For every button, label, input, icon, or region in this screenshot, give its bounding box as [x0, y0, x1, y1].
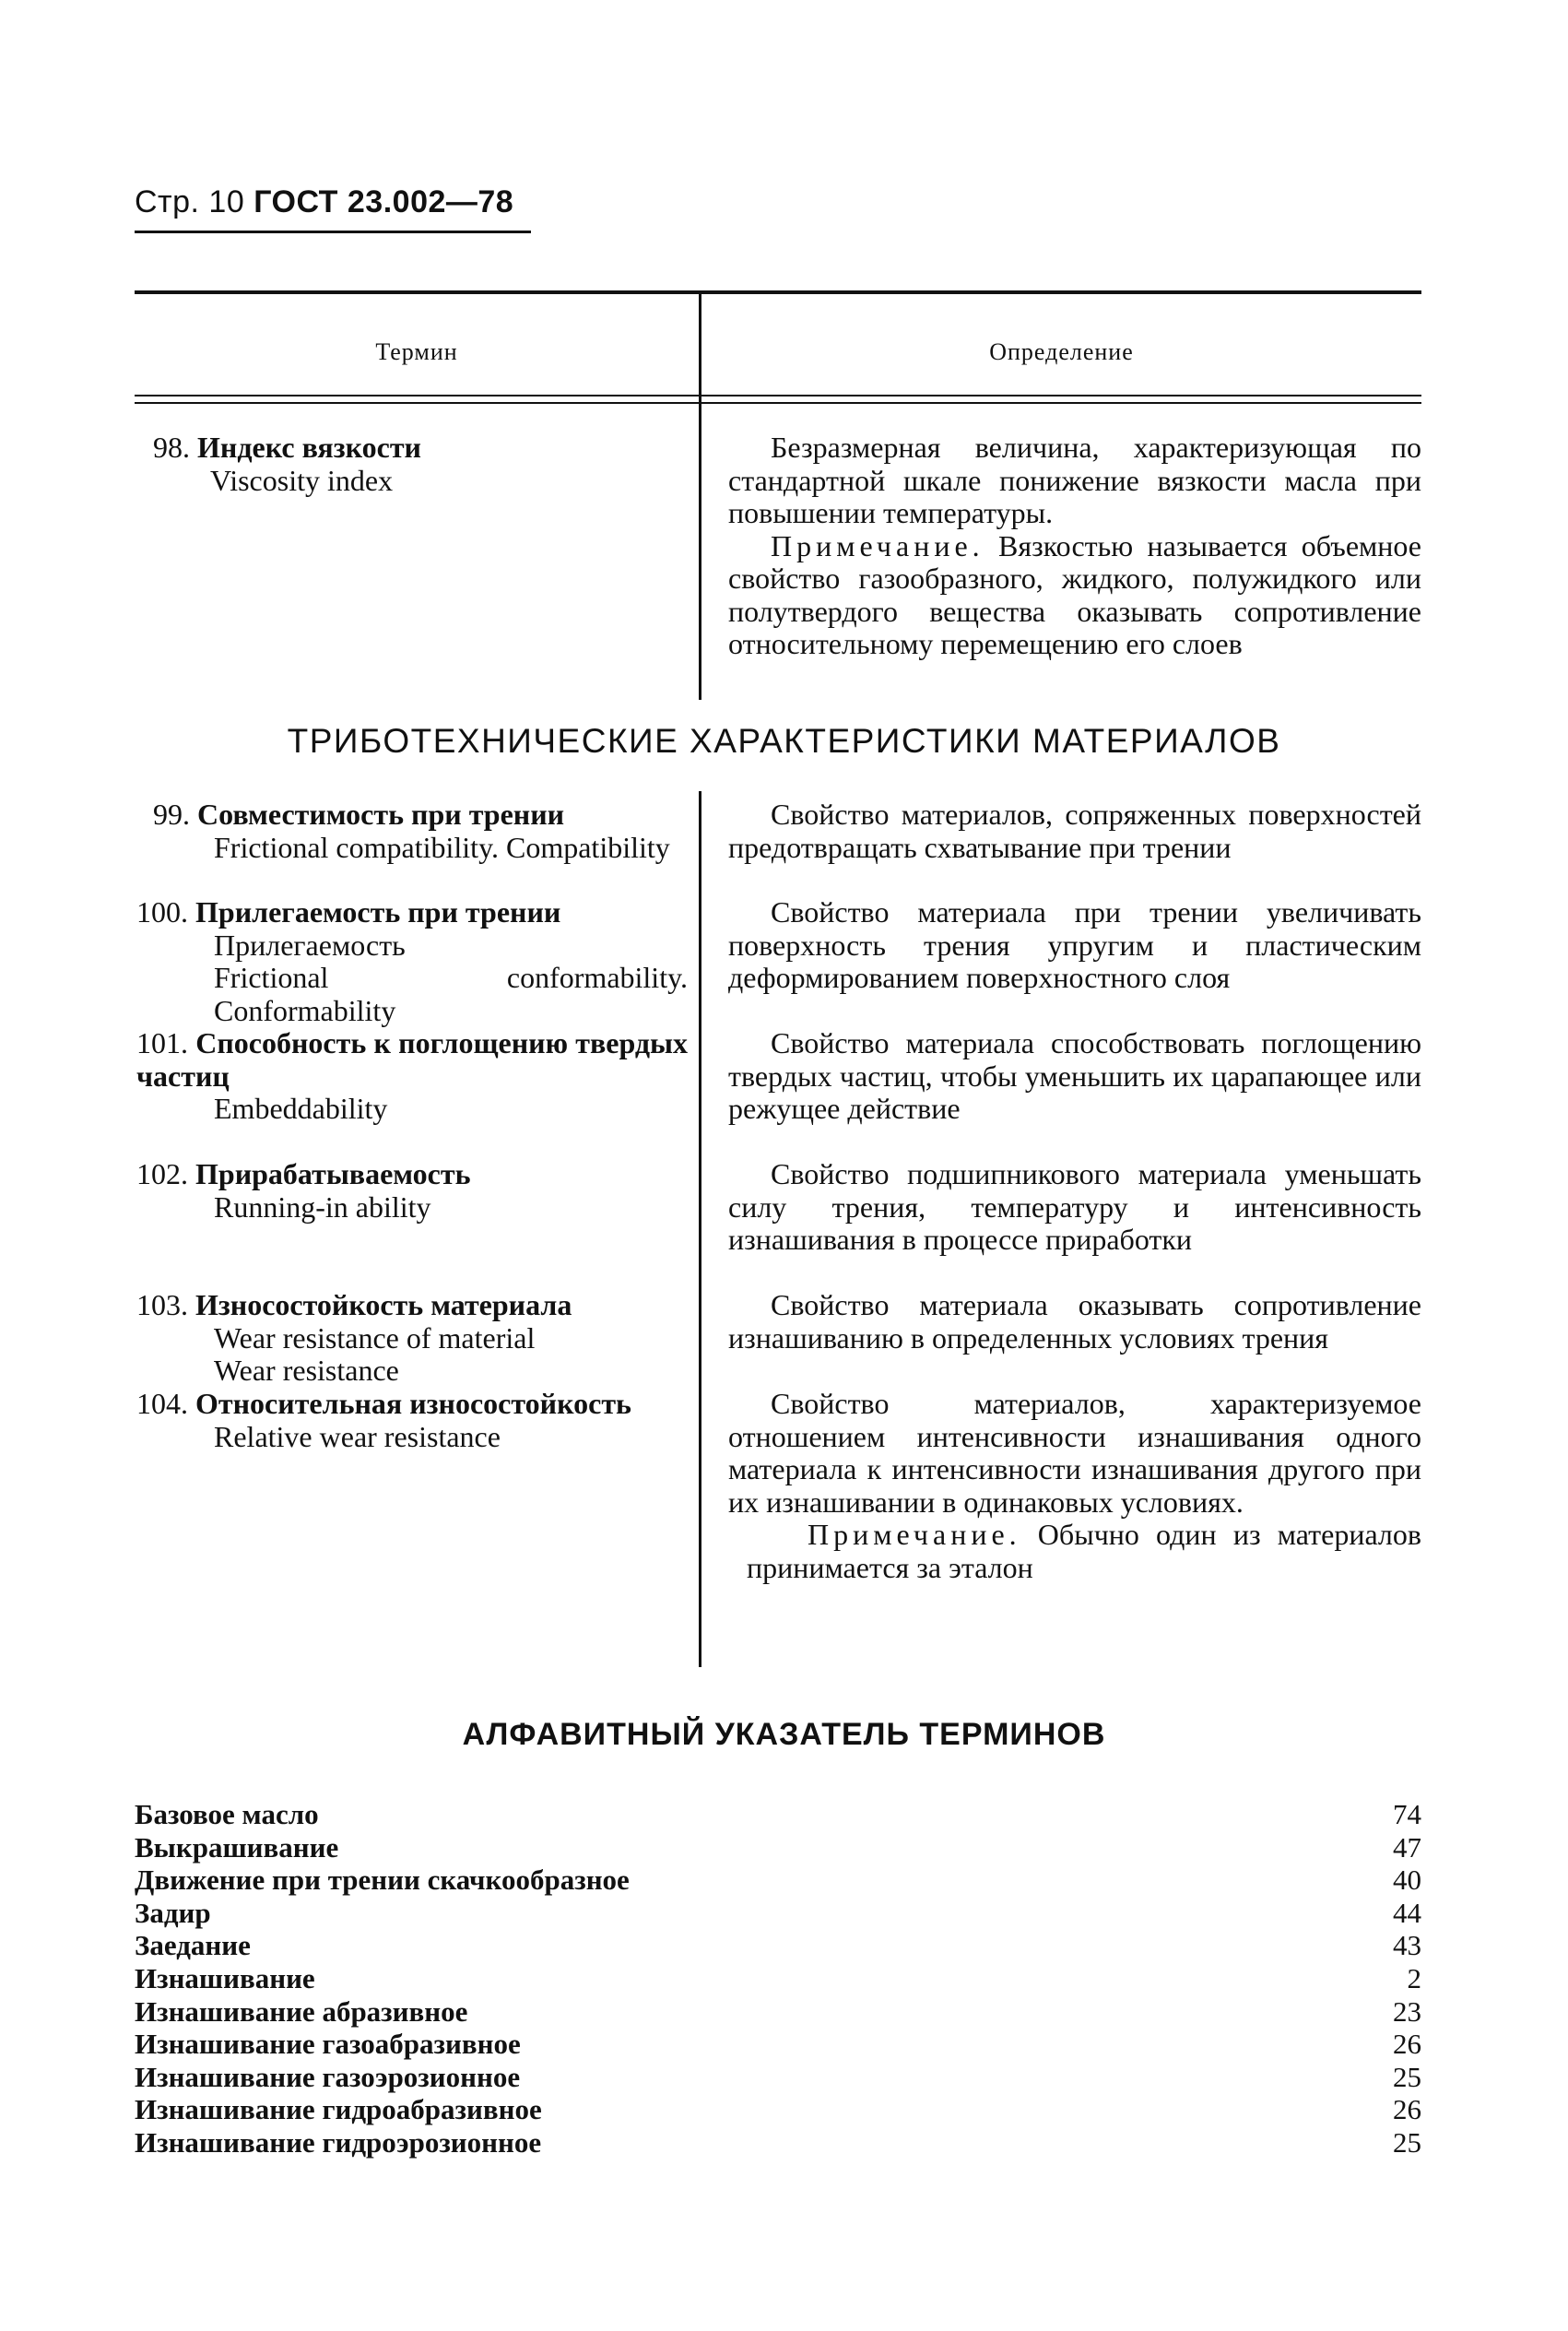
index-term: Изнашивание газоэрозионное [135, 2060, 521, 2093]
column-header-term: Термин [375, 338, 458, 365]
index-row [135, 2126, 1421, 2159]
page-number: Стр. 10 [135, 184, 245, 219]
column-divider-bottom [699, 791, 701, 1667]
term-98: 98. Индекс вязкости Viscosity index [153, 431, 421, 497]
index-term: Базовое масло [135, 1798, 319, 1830]
table-head-rule-1 [135, 395, 1421, 396]
index-page-number: 74 [1393, 1798, 1421, 1830]
term-100: 100. Прилегаемость при трении Прилегаемость Frictional conformability. Conformability [136, 895, 688, 1027]
index-row [135, 1798, 1421, 1831]
definition-104: Свойство материалов, характеризуемое отношением интенсивности изнашивания одного материала к интенсивности изнашивания другого при их изнашивании в одинаковых условиях. Примечание. Обычно один из материалов принимается за эталон [728, 1387, 1422, 1584]
index-row [135, 2028, 1421, 2061]
header-underline [135, 231, 531, 233]
index-row [135, 2061, 1421, 2094]
alphabetical-index [135, 1798, 1421, 2159]
index-term: Изнашивание гидроабразивное [135, 2093, 542, 2126]
definition-101: Свойство материала способствовать поглощению твердых частиц, чтобы уменьшить их царапающее или режущее действие [728, 1026, 1421, 1125]
term-102: 102. Прирабатываемость Running-in ability [136, 1157, 471, 1224]
index-page-number: 47 [1393, 1830, 1421, 1864]
term-104: 104. Относительная износостойкость Relative wear resistance [136, 1387, 631, 1453]
index-row [135, 1864, 1421, 1897]
index-page-number: 26 [1393, 2028, 1421, 2061]
index-page-number: 43 [1393, 1929, 1421, 1962]
index-row [135, 1831, 1421, 1864]
column-header-definition: Определение [989, 338, 1134, 365]
definition-102: Свойство подшипникового материала уменьшать силу трения, температуру и интенсивность изнашивания в процессе приработки [728, 1157, 1421, 1256]
index-term: Изнашивание гидроэрозионное [135, 2125, 542, 2159]
index-page-number: 25 [1393, 2125, 1421, 2159]
index-term: Изнашивание [135, 1961, 315, 1994]
index-page-number: 23 [1393, 1994, 1421, 2028]
index-row [135, 1995, 1421, 2029]
index-term: Выкрашивание [135, 1830, 339, 1864]
section-title: ТРИБОТЕХНИЧЕСКИЕ ХАРАКТЕРИСТИКИ МАТЕРИАЛОВ [287, 722, 1281, 760]
index-row [135, 2093, 1421, 2126]
index-term: Изнашивание абразивное [135, 1994, 468, 2028]
index-page-number: 25 [1393, 2060, 1421, 2093]
index-term: Задир [135, 1896, 211, 1929]
index-page-number: 40 [1393, 1864, 1421, 1897]
index-row [135, 1962, 1421, 1995]
table-top-rule [135, 290, 1421, 294]
index-row [135, 1897, 1421, 1930]
term-103: 103. Износостойкость материала Wear resistance of material Wear resistance [136, 1288, 572, 1387]
index-title: АЛФАВИТНЫЙ УКАЗАТЕЛЬ ТЕРМИНОВ [462, 1717, 1106, 1752]
term-101: 101. Способность к поглощению твердых частиц Embeddability [136, 1026, 688, 1125]
table-head-rule-2 [135, 402, 1421, 404]
term-99: 99. Совместимость при трении Frictional compatibility. Compatibility [153, 798, 670, 864]
standard-code: ГОСТ 23.002—78 [253, 184, 514, 219]
index-row [135, 1929, 1421, 1962]
definition-100: Свойство материала при трении увеличивать поверхность трения упругим и пластическим деформированием поверхностного слоя [728, 895, 1421, 994]
index-term: Движение при трении скачкообразное [135, 1864, 630, 1897]
index-term: Изнашивание газоабразивное [135, 2028, 521, 2061]
index-term: Заедание [135, 1929, 251, 1962]
index-page-number: 2 [1407, 1961, 1421, 1994]
definition-99: Свойство материалов, сопряженных поверхностей предотвращать схватывание при трении [728, 798, 1421, 864]
definition-103: Свойство материала оказывать сопротивление изнашиванию в определенных условиях трения [728, 1288, 1421, 1355]
index-page-number: 26 [1393, 2093, 1421, 2126]
index-page-number: 44 [1393, 1896, 1421, 1929]
definition-98: Безразмерная величина, характеризующая по стандартной шкале понижение вязкости масла при повышении температуры. Примечание. Вязкостью называется объемное свойство газообразного, жидкого, полужидкого или полутвердого вещества оказывать сопротивление относительному перемещению его слоев [728, 431, 1422, 660]
page-header [135, 184, 513, 220]
